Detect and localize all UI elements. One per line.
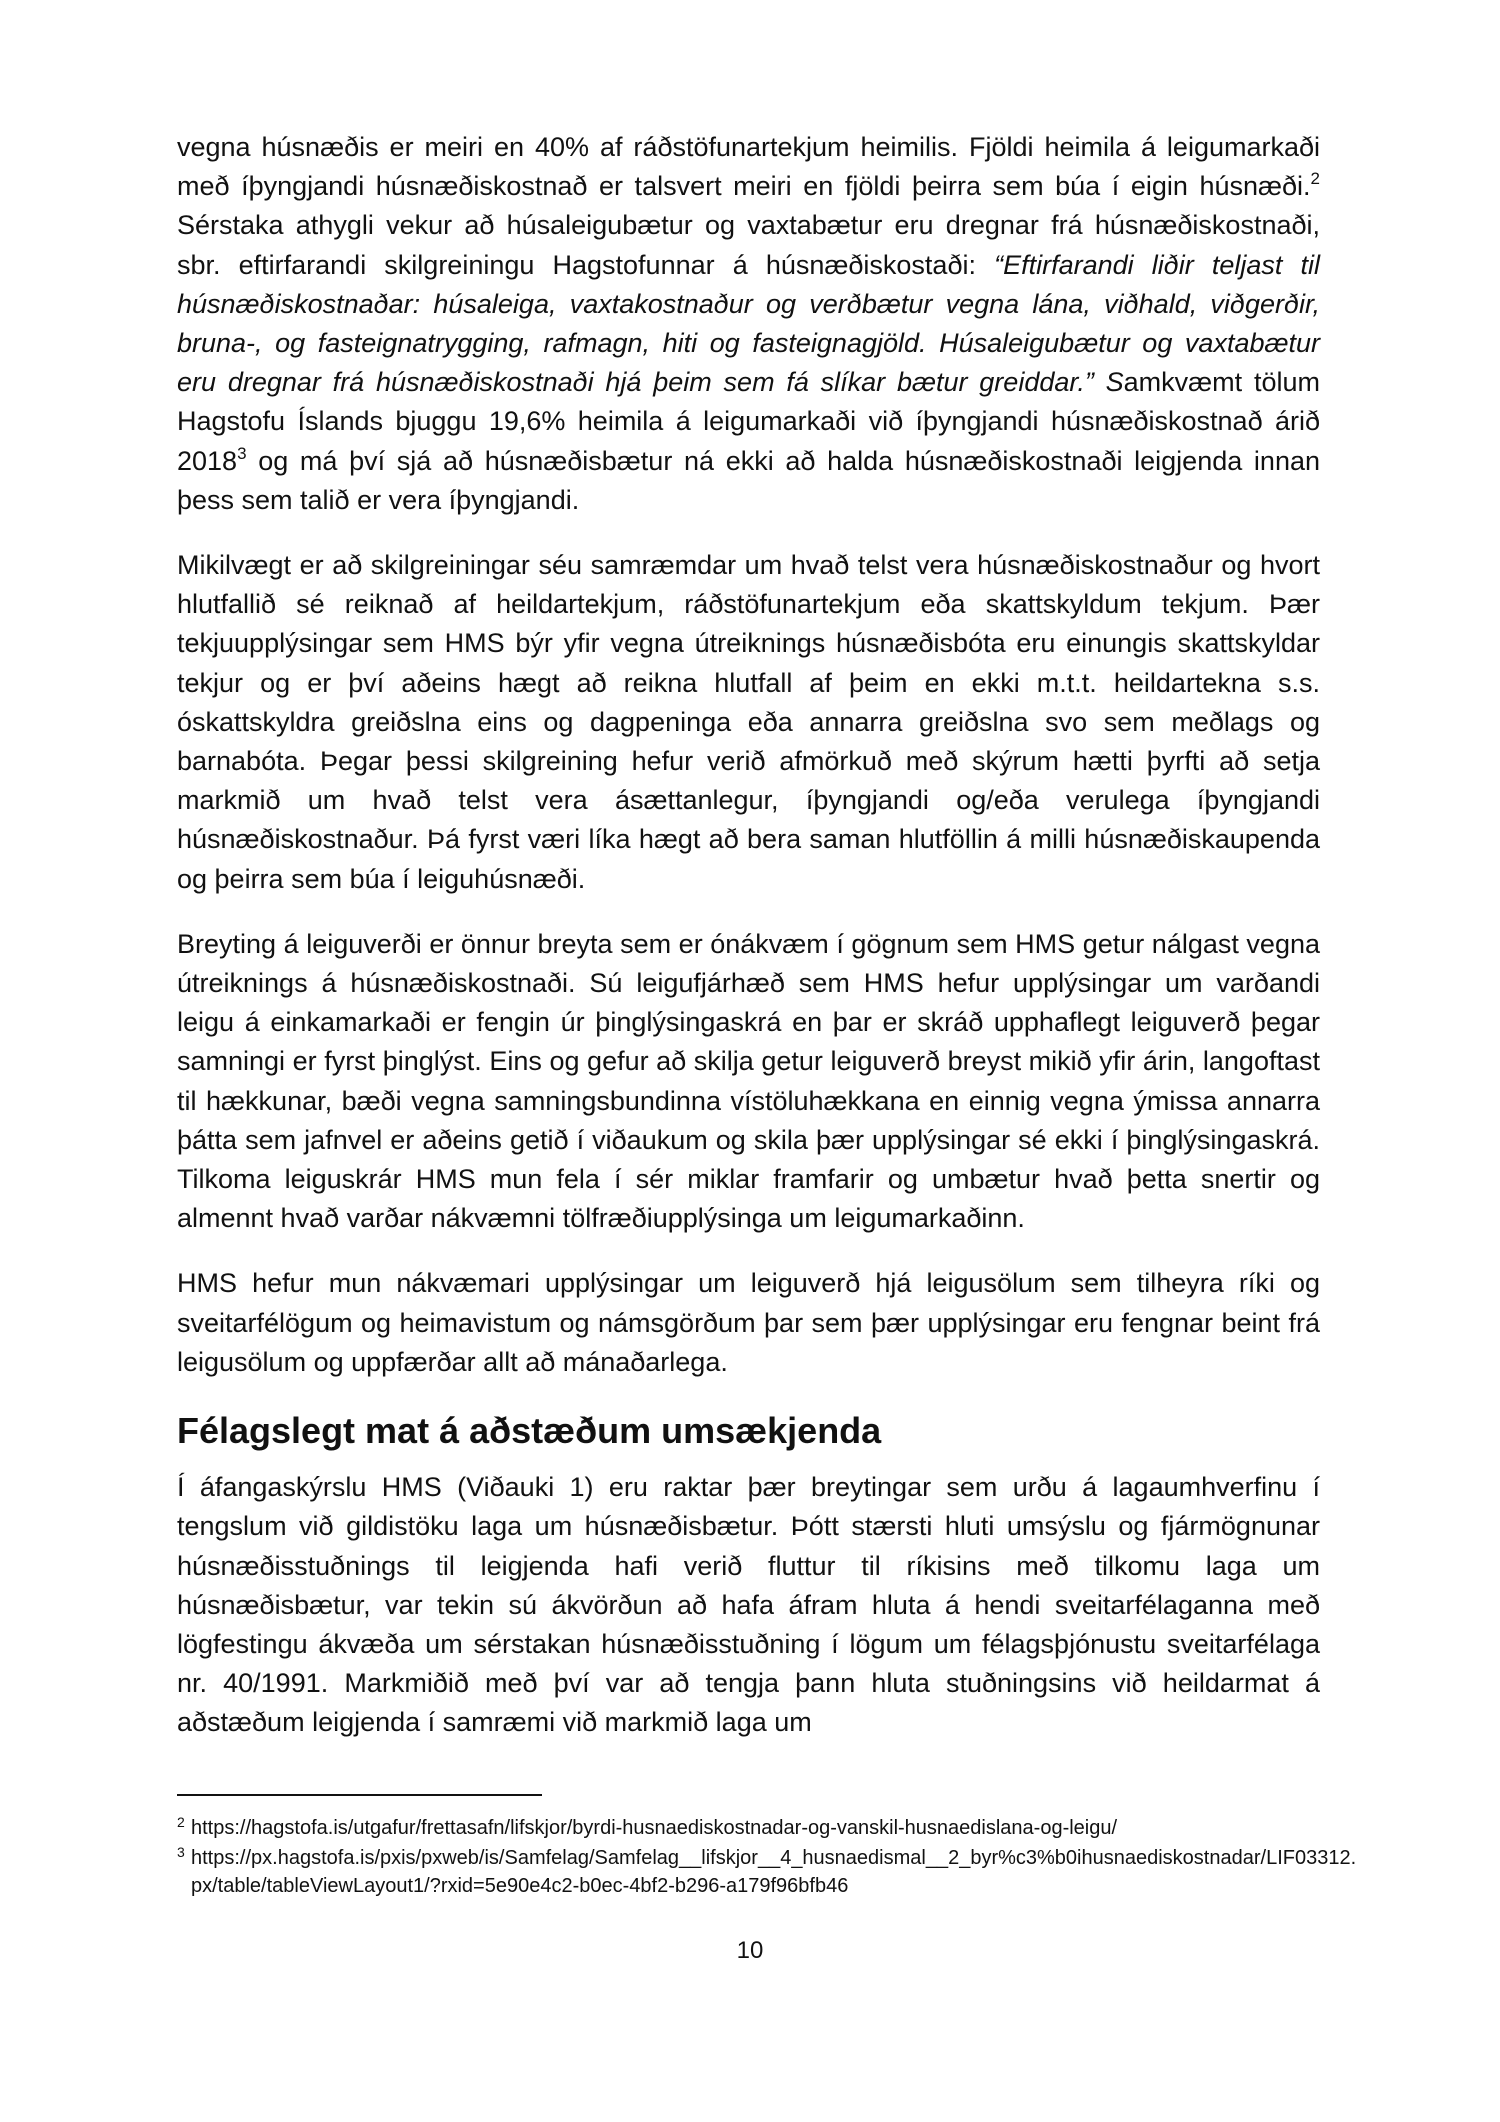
footnote-separator xyxy=(177,1794,542,1796)
paragraph-1-text-b: Sérstaka athygli vekur að húsaleigubætur og vaxtabætur eru dregnar frá húsnæðiskostnaði, sbr. eftirfarandi skilgreiningu Hagstofunnar á húsnæðiskostaði: xyxy=(177,210,1320,280)
paragraph-4: HMS hefur mun nákvæmari upplýsingar um leiguverð hjá leigusölum sem tilheyra ríki og sveitarfélögum og heimavistum og námsgörðum þar sem þær upplýsingar eru fengnar beint frá leigusölum og uppfærðar allt að mánaðarlega. xyxy=(177,1268,1320,1377)
footnotes xyxy=(177,1814,1357,1902)
footnote-link[interactable]: https://hagstofa.is/utgafur/frettasafn/lifskjor/byrdi-husnaediskostnadar-og-vanskil-husnaedislana-og-leigu/ xyxy=(191,1817,1118,1839)
footnote-ref-3: 3 xyxy=(237,443,247,463)
page-number: 10 xyxy=(736,1937,764,1964)
paragraph-1 xyxy=(177,128,1320,520)
paragraph-2: Mikilvægt er að skilgreiningar séu samræmdar um hvað telst vera húsnæðiskostnaður og hvort hlutfallið sé reiknað af heildartekjum, ráðstöfunartekjum eða skattskyldum tekjum. Þær tekjuupplýsingar sem HMS býr yfir vegna útreiknings húsnæðisbóta eru einungis skattskyldar tekjur og er því aðeins hægt að reikna hlutfall af þeim en ekki m.t.t. heildartekna s.s. óskattskyldra greiðslna eins og dagpeninga eða annarra greiðslna svo sem meðlags og barnabóta. Þegar þessi skilgreining hefur verið afmörkuð með skýrum hætti þyrfti að setja markmið um hvað telst vera ásættanlegur, íþyngjandi og/eða verulega íþyngjandi húsnæðiskostnaður. Þá fyrst væri líka hægt að bera saman hlutföllin á milli húsnæðiskaupenda og þeirra sem búa í leiguhúsnæði. xyxy=(177,550,1320,894)
footnote-item xyxy=(177,1814,1357,1842)
paragraph-1-text-c: amkvæmt tölum Hagstofu Íslands bjuggu 19,6% heimila á leigumarkaði við íþyngjandi húsnæðiskostnað árið 2018 xyxy=(177,367,1320,476)
footnote-item xyxy=(177,1844,1357,1900)
footnote-number: 2 xyxy=(177,1814,185,1830)
paragraph-3: Breyting á leiguverði er önnur breyta sem er ónákvæm í gögnum sem HMS getur nálgast vegna útreiknings á húsnæðiskostnaði. Sú leigufjárhæð sem HMS hefur upplýsingar um varðandi leigu á einkamarkaði er fengin úr þinglýsingaskrá en þar er skráð upphaflegt leiguverð þegar samningi er fyrst þinglýst. Eins og gefur að skilja getur leiguverð breyst mikið yfir árin, langoftast til hækkunar, bæði vegna samningsbundinna vístöluhækkana en einnig vegna ýmissa annarra þátta sem jafnvel er aðeins getið í viðaukum og skila þær upplýsingar sé ekki í þinglýsingaskrá. Tilkoma leiguskrár HMS mun fela í sér miklar framfarir og umbætur hvað þetta snertir og almennt hvað varðar nákvæmni tölfræðiupplýsinga um leigumarkaðinn. xyxy=(177,928,1320,1234)
page-content xyxy=(177,128,1320,1769)
paragraph-1-text-a: vegna húsnæðis er meiri en 40% af ráðstöfunartekjum heimilis. Fjöldi heimila á leigumarkaði með íþyngjandi húsnæðiskostnað er talsvert meiri en fjöldi þeirra sem búa í eigin húsnæði. xyxy=(177,132,1320,202)
footnote-ref-2: 2 xyxy=(1310,169,1320,189)
paragraph-1-text-d: og má því sjá að húsnæðisbætur ná ekki að halda húsnæðiskostnaði leigjenda innan þess sem talið er vera íþyngjandi. xyxy=(177,445,1320,515)
section-heading: Félagslegt mat á aðstæðum umsækjenda xyxy=(177,1410,882,1452)
hagstofa-definition-quote: “Eftirfarandi liðir teljast til húsnæðiskostnaðar: húsaleiga, vaxtakostnaður og verðbætur vegna lána, viðhald, viðgerðir, bruna-, og fasteignatrygging, rafmagn, hiti og fasteignagjöld. Húsaleigubætur og vaxtabætur eru dregnar frá húsnæðiskostnaði hjá þeim sem fá slíkar bætur greiddar.” S xyxy=(177,249,1320,398)
paragraph-5: Í áfangaskýrslu HMS (Viðauki 1) eru raktar þær breytingar sem urðu á lagaumhverfinu í tengslum við gildistöku laga um húsnæðisbætur. Þótt stærsti hluti umsýslu og fjármögnunar húsnæðisstuðnings til leigjenda hafi verið fluttur til ríkisins með tilkomu laga um húsnæðisbætur, var tekin sú ákvörðun að hafa áfram hluta á hendi sveitarfélaganna með lögfestingu ákvæða um sérstakan húsnæðisstuðning í lögum um félagsþjónustu sveitarfélaga nr. 40/1991. Markmiðið með því var að tengja þann hluta stuðningsins við heildarmat á aðstæðum leigjenda í samræmi við markmið laga um xyxy=(177,1472,1320,1738)
footnote-number: 3 xyxy=(177,1844,185,1860)
footnote-link[interactable]: https://px.hagstofa.is/pxis/pxweb/is/Samfelag/Samfelag__lifskjor__4_husnaedismal__2_byr%c3%b0ihusnaediskostnadar/LIF03312.px/table/tableViewLayout1/?rxid=5e90e4c2-b0ec-4bf2-b296-a179f96bfb46 xyxy=(191,1847,1357,1897)
